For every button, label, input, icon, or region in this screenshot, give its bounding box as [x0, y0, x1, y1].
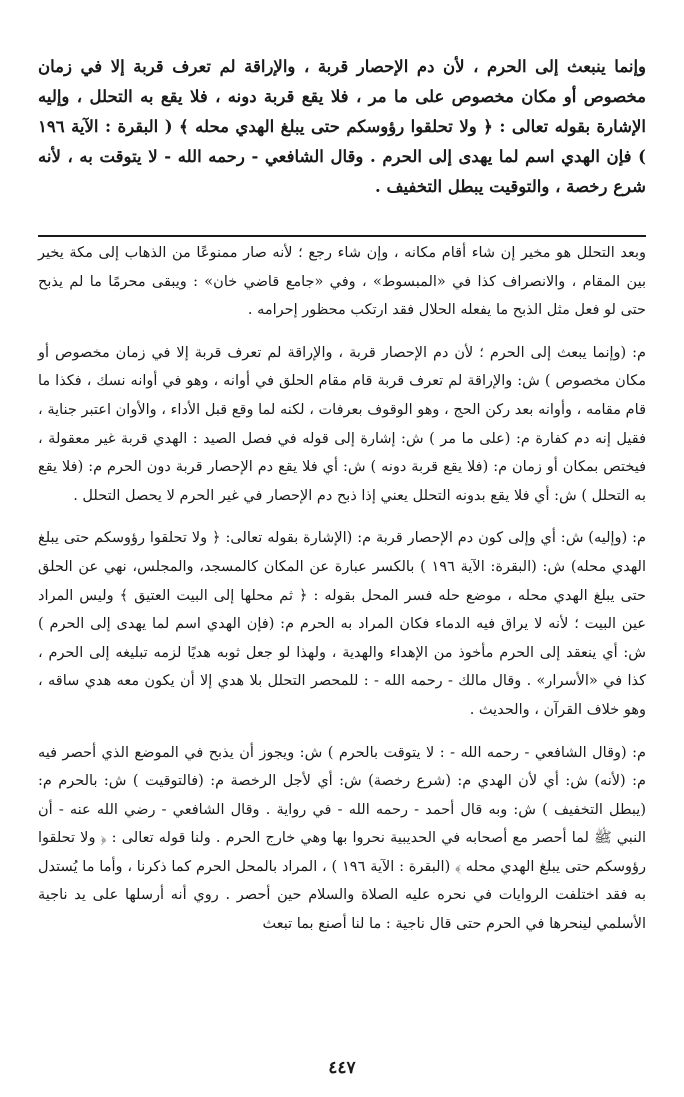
matn-paragraph: وإنما ينبعث إلى الحرم ، لأن دم الإحصار قربة ، والإراقة لم تعرف قربة إلا في زمان مخصوص أو مكان مخصوص على ما مر ، فلا يقع قربة دونه ، فلا يقع به التحلل ، وإليه الإشارة بقوله تعالى : ﴿ ولا تحلقوا رؤوسكم حتى يبلغ الهدي محله ﴾ ( البقرة : الآية ١٩٦ ) فإن الهدي اسم لما يهدى إلى الحرم . وقال الشافعي - رحمه الله - لا يتوقت به ، لأنه شرع رخصة ، والتوقيت يبطل التخفيف . — [38, 57, 646, 196]
separator-line — [38, 235, 646, 237]
matn-text-block — [38, 52, 646, 202]
commentary-paragraph-4: م: (وقال الشافعي - رحمه الله - : لا يتوقت بالحرم ) ش: ويجوز أن يذبح في الموضع الذي أحصر فيه م: (لأنه) ش: أي لأن الهدي م: (شرع رخصة) ش: أي لأجل الرخصة م: (فالتوقيت ) ش: بالحرم م: (يبطل التخفيف ) ش: وبه قال أحمد - رحمه الله - في رواية . وقال الشافعي - رضي الله عنه - أن النبي ﷺ لما أحصر مع أصحابه في الحديبية نحروا بها وهي خارج الحرم . ولنا قوله تعالى : ﴿ ولا تحلقوا رؤوسكم حتى يبلغ الهدي محله ﴾ (البقرة : الآية ١٩٦ ) ، المراد بالمحل الحرم كما ذكرنا ، وأما ما يُستدل به فقد اختلفت الروايات في نحره عليه الصلاة والسلام حين أحصر . روي أنه أرسلها على يد ناجية الأسلمي لينحرها في الحرم حتى قال ناجية : ما لنا أصنع بما تبعث — [38, 744, 646, 933]
commentary-text-block — [38, 239, 646, 953]
page-number: ٤٤٧ — [328, 1058, 356, 1078]
commentary-paragraph-1: وبعد التحلل هو مخير إن شاء أقام مكانه ، وإن شاء رجع ؛ لأنه صار ممنوعًا من الذهاب إلى مكة يخير بين المقام ، والانصراف كذا في «المبسوط» ، وفي «جامع قاضي خان» : ويبقى محرمًا ما لم يذبح حتى لو فعل مثل الذبح ما يفعله الحلال فقد ارتكب محظور إحرامه . — [38, 245, 646, 319]
commentary-paragraph-2: م: (وإنما يبعث إلى الحرم ؛ لأن دم الإحصار قربة ، والإراقة لم تعرف قربة إلا في زمان مخصوص أو مكان مخصوص ) ش: والإراقة لم تعرف قربة قام مقام الحلق في أوانه ، وهو في أوانه نسك ، فكذا ما قام مقامه ، وأوانه بعد ركن الحج ، وهو الوقوف بعرفات ، لكنه لما وقع قبل الأداء ، والأوان اعتبر جناية ، فقيل إنه دم كفارة م: (على ما مر ) ش: إشارة إلى قوله في فصل الصيد : الهدي قربة غير معقولة ، فيختص بمكان أو زمان م: (فلا يقع قربة دونه ) ش: أي فلا يقع دم الإحصار قربة دون الحرم م: (فلا يقع به التحلل ) ش: أي فلا يقع بدونه التحلل يعني إذا ذبح دم الإحصار في غير الحرم لا يحصل التحلل . — [38, 344, 646, 504]
commentary-paragraph-3: م: (وإليه) ش: أي وإلى كون دم الإحصار قربة م: (الإشارة بقوله تعالى: ﴿ ولا تحلقوا رؤوسكم حتى يبلغ الهدي محله) ش: (البقرة: الآية ١٩٦ ) بالكسر عبارة عن المكان كالمسجد، والمجلس، نهي عن الحلق حتى يبلغ الهدي محله ، موضع حله فسر المحل بقوله : ﴿ ثم محلها إلى البيت العتيق ﴾ وليس المراد عين البيت ؛ لأنه لا يراق فيه الدماء فكان المراد به الحرم م: (فإن الهدي اسم لما يهدى إلى الحرم ) ش: أي ينعقد إلى الحرم مأخوذ من الإهداء والهدية ، ولهذا لو جعل ثوبه هديًا لزمه تبليغه إلى الحرم ، كذا في «الأسرار» . وقال مالك - رحمه الله - : للمحصر التحلل بلا هدي إلا أن يكون معه هدي ساقه ، وهو خلاف القرآن ، والحديث . — [38, 530, 646, 718]
